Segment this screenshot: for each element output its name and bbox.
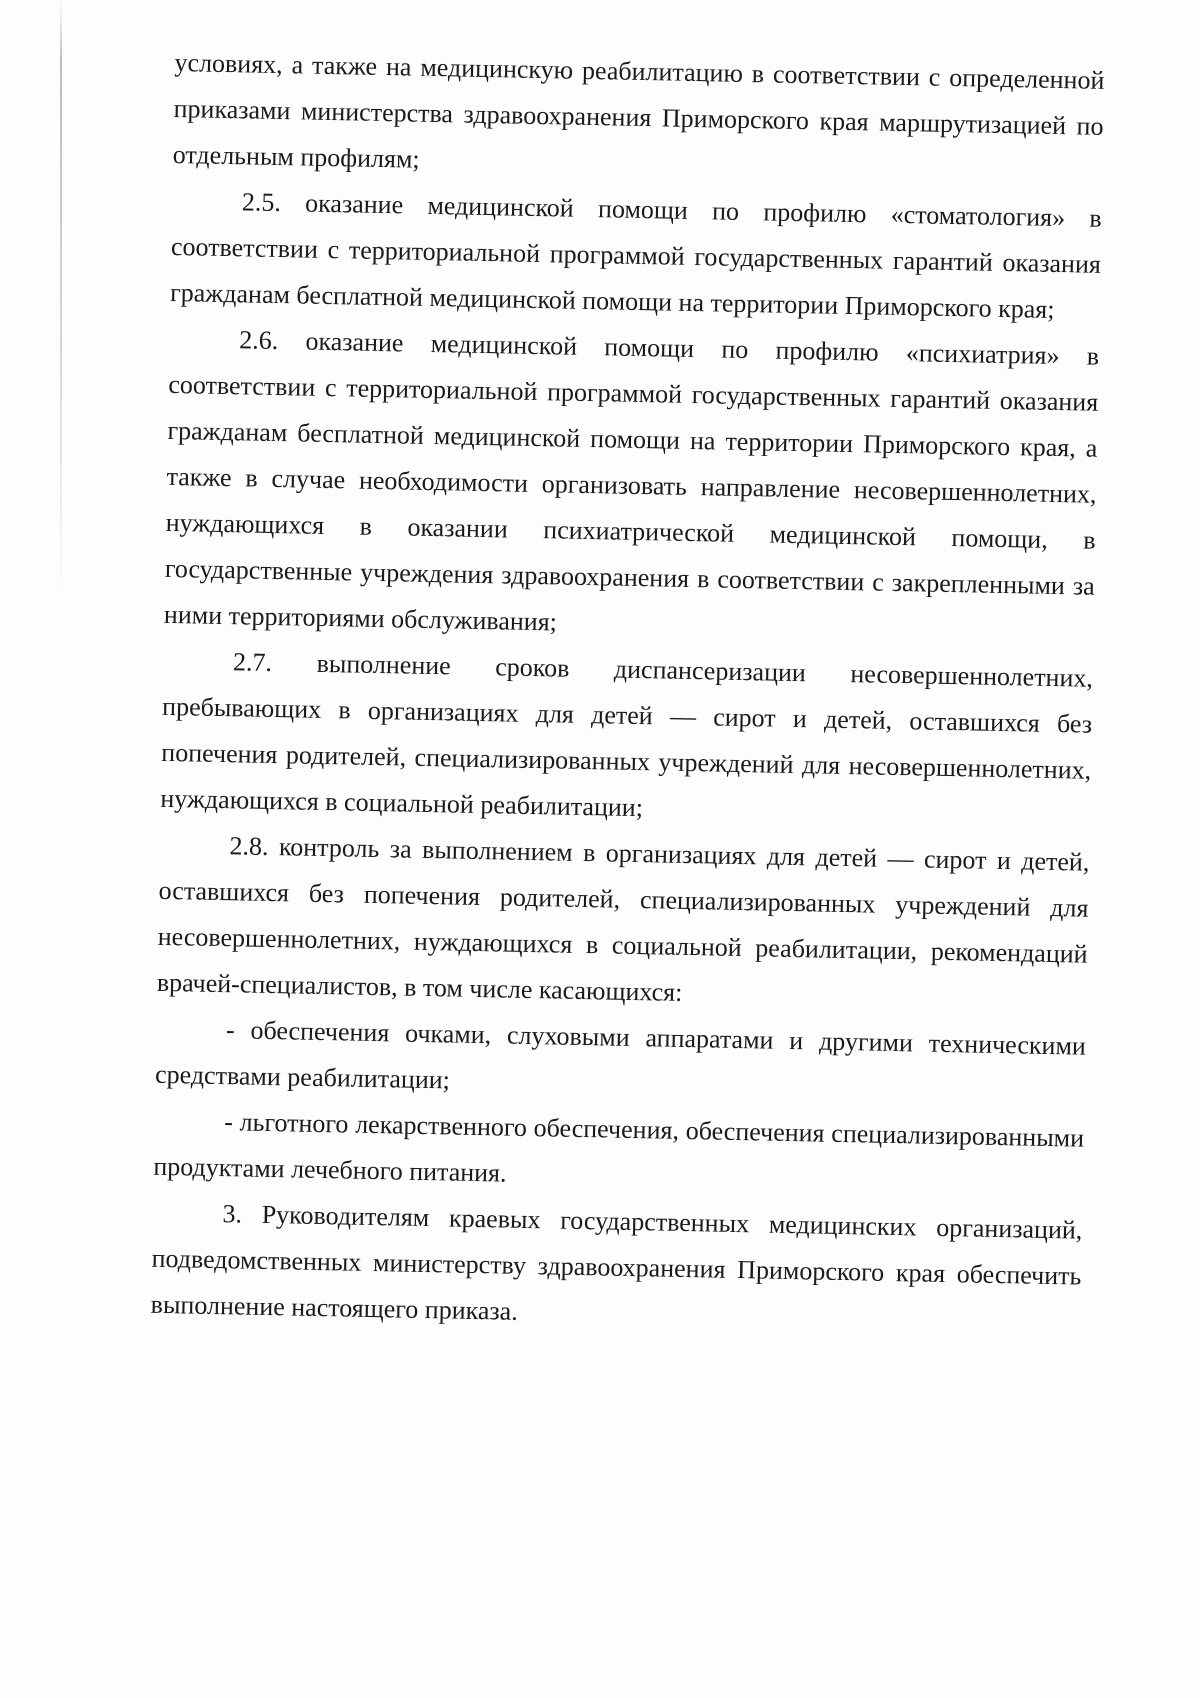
paragraph-2-8: 2.8. контроль за выполнением в организациях для детей — сирот и детей, оставшихся без попечения родителей, специализированных учреждений для несовершеннолетних, нуждающихся в социальной реабилитации, рекомендаций врачей-специалистов, в том числе касающихся: <box>156 831 1090 1007</box>
paragraph-2-5: 2.5. оказание медицинской помощи по профилю «стоматология» в соответствии с территориальной программой государственных гарантий оказания гражданам бесплатной медицинской помощи на территории Приморского края; <box>169 187 1103 324</box>
paragraph-2-6: 2.6. оказание медицинской помощи по профилю «психиатрия» в соответствии с территориальной программой государственных гарантий оказания гражданам бесплатной медицинской помощи на территории Приморского края, а также в случае необходимости организовать направление несовершеннолетних, нуждающихся в оказании психиатрической медицинской помощи, в государственные учреждения здравоохранения в соответствии с закрепленными за ними территориями обслуживания; <box>163 325 1100 637</box>
scan-edge-mark <box>60 0 62 600</box>
paragraph-bullet-medication: - льготного лекарственного обеспечения, обеспечения специализированными продуктами лечебного питания. <box>153 1107 1085 1188</box>
paragraph-continuation: условиях, а также на медицинскую реабилитацию в соответствии с определенной приказами министерства здравоохранения Приморского края маршрутизацией по отдельным профилям; <box>172 47 1105 174</box>
paragraph-2-7: 2.7. выполнение сроков диспансеризации несовершеннолетних, пребывающих в организациях для детей — сирот и детей, оставшихся без попечения родителей, специализированных учреждений для несовершеннолетних, нуждающихся в социальной реабилитации; <box>160 647 1094 823</box>
paragraph-3: 3. Руководителям краевых государственных медицинских организаций, подведомственных министерству здравоохранения Приморского края обеспечить выполнение настоящего приказа. <box>150 1199 1083 1326</box>
paragraph-bullet-glasses: - обеспечения очками, слуховыми аппаратами и другими техническими средствами реабилитации; <box>154 1015 1087 1095</box>
document-body <box>150 40 1105 1346</box>
